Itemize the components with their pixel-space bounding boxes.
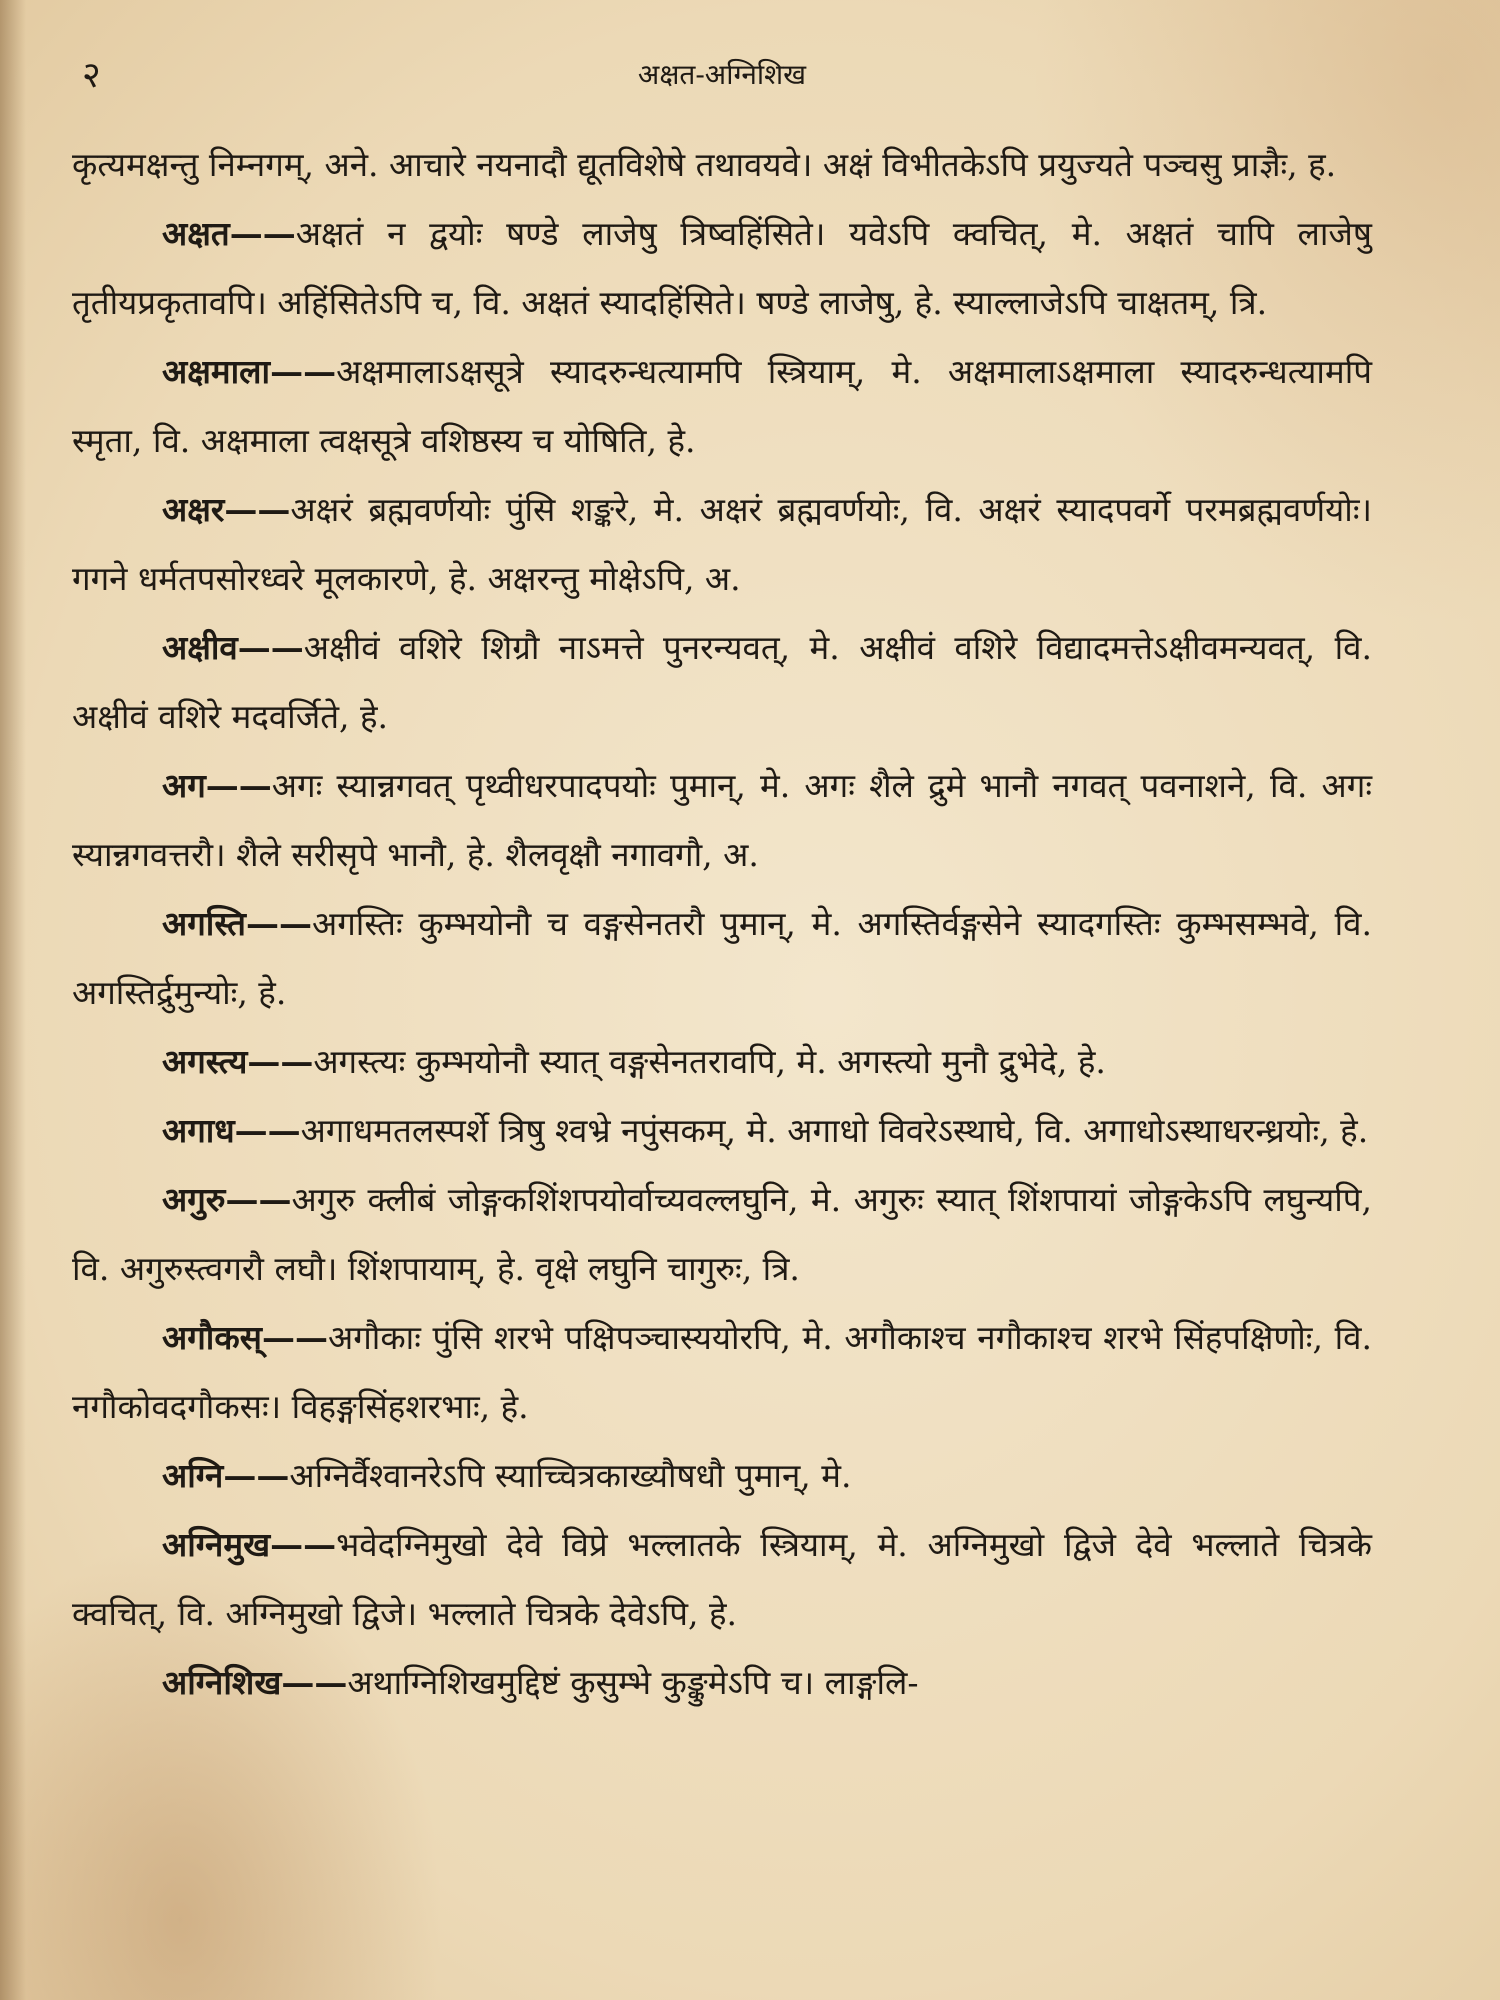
entry-text: अक्षीवं वशिरे शिग्रौ नाऽमत्ते पुनरन्यवत्, मे. अक्षीवं वशिरे विद्यादमत्तेऽक्षीवमन्यवत्, वि. अक्षीवं वशिरे मदवर्जिते, हे. [72, 628, 1372, 736]
entry [72, 1648, 1372, 1717]
dictionary-text [72, 130, 1372, 1717]
entry-text: अक्षमालाऽक्षसूत्रे स्यादरुन्धत्यामपि स्त्रियाम्, मे. अक्षमालाऽक्षमाला स्यादरुन्धत्यामपि स्मृता, वि. अक्षमाला त्वक्षसूत्रे वशिष्ठस्य च योषिति, हे. [72, 352, 1372, 460]
entry [72, 337, 1372, 475]
entry-text: अक्षतं न द्वयोः षण्डे लाजेषु त्रिष्वहिंसिते। यवेऽपि क्वचित्, मे. अक्षतं चापि लाजेषु तृतीयप्रकृतावपि। अहिंसितेऽपि च, वि. अक्षतं स्यादहिंसिते। षण्डे लाजेषु, हे. स्याल्लाजेऽपि चाक्षतम्, त्रि. [72, 214, 1372, 322]
entry [72, 613, 1372, 751]
entry-text: अगुरु क्लीबं जोङ्गकशिंशपयोर्वाच्यवल्लघुनि, मे. अगुरुः स्यात् शिंशपायां जोङ्गकेऽपि लघुन्यपि, वि. अगुरुस्त्वगरौ लघौ। शिंशपायाम्, हे. वृक्षे लघुनि चागुरुः, त्रि. [72, 1180, 1372, 1288]
entry-headword: अग [162, 766, 206, 805]
entry-headword: अगौकस् [162, 1318, 262, 1357]
entry-dash: —— [270, 352, 337, 391]
entry-text: अगस्त्यः कुम्भयोनौ स्यात् वङ्गसेनतरावपि, मे. अगस्त्यो मुनौ द्रुभेदे, हे. [313, 1042, 1106, 1081]
entry-dash: —— [229, 214, 296, 253]
entry-headword: अक्षत [162, 214, 230, 253]
entry-text: अगः स्यान्नगवत् पृथ्वीधरपादपयोः पुमान्, मे. अगः शैले द्रुमे भानौ नगवत् पवनाशने, वि. अगः स्यान्नगवत्तरौ। शैले सरीसृपे भानौ, हे. शैलवृक्षौ नगावगौ, अ. [72, 766, 1372, 874]
entry [72, 475, 1372, 613]
entry-text: अगस्तिः कुम्भयोनौ च वङ्गसेनतरौ पुमान्, मे. अगस्तिर्वङ्गसेने स्यादगस्तिः कुम्भसम्भवे, वि. अगस्तिर्द्रुमुन्योः, हे. [72, 904, 1372, 1012]
running-head: अक्षत-अग्निशिख [637, 58, 807, 91]
entry-dash: —— [224, 490, 291, 529]
entry-text: अगौकाः पुंसि शरभे पक्षिपञ्चास्ययोरपि, मे. अगौकाश्च नगौकाश्च शरभे सिंहपक्षिणोः, वि. नगौकोवदगौकसः। विहङ्गसिंहशरभाः, हे. [72, 1318, 1372, 1426]
entry-headword: अक्षमाला [162, 352, 271, 391]
binding-shadow [0, 0, 26, 2000]
entry-headword: अक्षीव [162, 628, 238, 667]
entry-dash: —— [247, 1042, 314, 1081]
entry [72, 1096, 1372, 1165]
entry-headword: अग्निमुख [162, 1525, 271, 1564]
entry-dash: —— [223, 1456, 290, 1495]
entry-text: अथाग्निशिखमुद्दिष्टं कुसुम्भे कुङ्कुमेऽपि च। लाङ्गलि- [347, 1663, 919, 1702]
entry [72, 889, 1372, 1027]
entry-text: अक्षरं ब्रह्मवर्णयोः पुंसि शङ्करे, मे. अक्षरं ब्रह्मवर्णयोः, वि. अक्षरं स्यादपवर्गे परमब्रह्मवर्णयोः। गगने धर्मतपसोरध्वरे मूलकारणे, हे. अक्षरन्तु मोक्षेऽपि, अ. [72, 490, 1372, 598]
entry [72, 1027, 1372, 1096]
entry-dash: —— [270, 1525, 337, 1564]
entry-dash: —— [234, 1111, 301, 1150]
entry-text: भवेदग्निमुखो देवे विप्रे भल्लातके स्त्रियाम्, मे. अग्निमुखो द्विजे देवे भल्लाते चित्रके क्वचित्, वि. अग्निमुखो द्विजे। भल्लाते चित्रके देवेऽपि, हे. [72, 1525, 1372, 1633]
entry [72, 751, 1372, 889]
page-header [72, 50, 1372, 114]
entry-headword: अगस्त्य [162, 1042, 248, 1081]
entry-dash: —— [237, 628, 304, 667]
entry-headword: अगाध [162, 1111, 235, 1150]
continuation-paragraph: कृत्यमक्षन्तु निम्नगम्, अने. आचारे नयनादौ द्यूतविशेषे तथावयवे। अक्षं विभीतकेऽपि प्रयुज्यते पञ्चसु प्राज्ञैः, ह. [72, 145, 1337, 184]
entry-headword: अग्नि [162, 1456, 224, 1495]
entry-dash: —— [262, 1318, 328, 1357]
entry-headword: अक्षर [162, 490, 225, 529]
entry-headword: अग्निशिख [162, 1663, 282, 1702]
entry-dash: —— [225, 1180, 292, 1219]
entry-dash: —— [281, 1663, 348, 1702]
entry-text: अग्निर्वैश्वानरेऽपि स्याच्चित्रकाख्यौषधौ पुमान्, मे. [289, 1456, 852, 1495]
page-number: २ [82, 55, 101, 96]
entry [72, 199, 1372, 337]
entry-text: अगाधमतलस्पर्शे त्रिषु श्वभ्रे नपुंसकम्, मे. अगाधो विवरेऽस्थाघे, वि. अगाधोऽस्थाधरन्ध्रयोः, हे. [300, 1111, 1369, 1150]
entry [72, 1303, 1372, 1441]
entry-dash: —— [205, 766, 272, 805]
entry-dash: —— [246, 904, 312, 943]
entry-headword: अगस्ति [162, 904, 246, 943]
entry [72, 1165, 1372, 1303]
entry [72, 1441, 1372, 1510]
entry [72, 1510, 1372, 1648]
entry-headword: अगुरु [162, 1180, 226, 1219]
